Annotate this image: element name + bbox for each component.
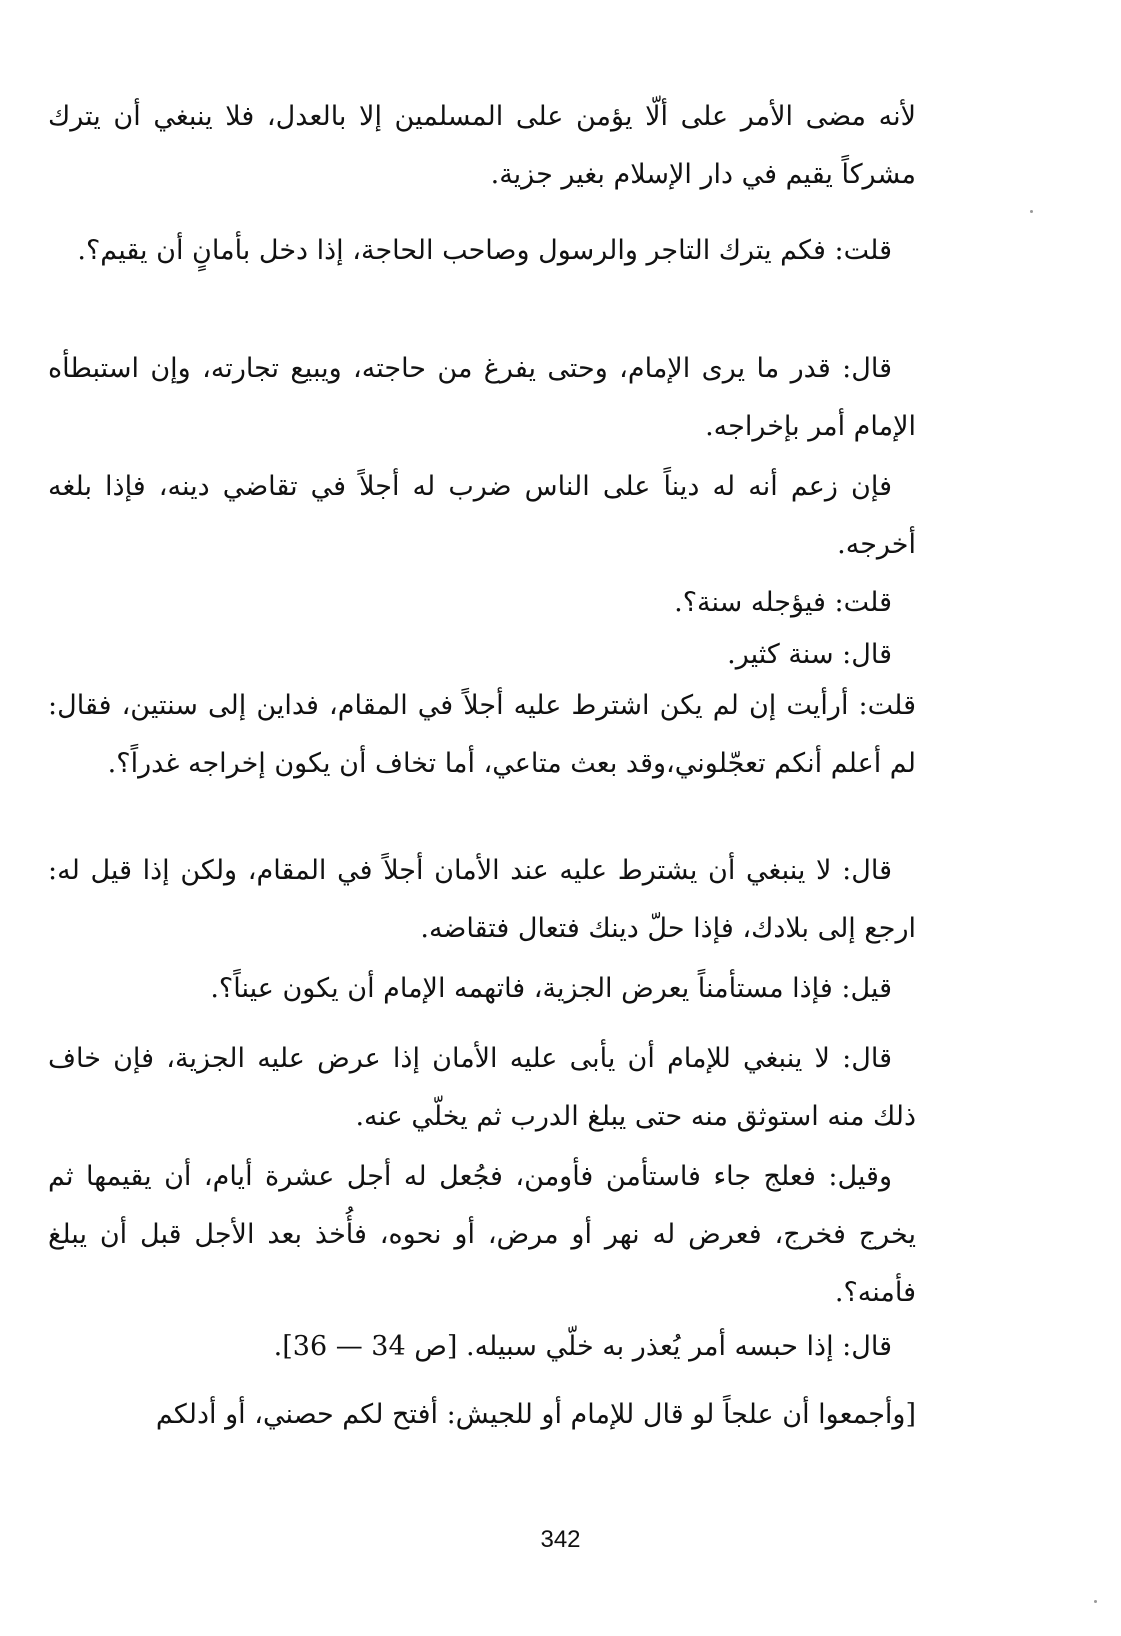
paragraph-9: قيل: فإذا مستأمناً يعرض الجزية، فاتهمه الإمام أن يكون عيناً؟. bbox=[210, 973, 892, 1004]
paragraph-12: قال: إذا حبسه أمر يُعذر به خلّي سبيله. [ص 34 — 36]. bbox=[273, 1331, 892, 1362]
paragraph-13: [وأجمعوا أن علجاً لو قال للإمام أو للجيش: أفتح لكم حصني، أو أدلكم bbox=[155, 1399, 916, 1430]
paragraph-1: لأنه مضى الأمر على ألّا يؤمن على المسلمين إلا بالعدل، فلا ينبغي أن يترك مشركاً يقيم في دار الإسلام بغير جزية. bbox=[48, 101, 916, 190]
paragraph-6: قال: سنة كثير. bbox=[727, 639, 892, 670]
paragraph-8: قال: لا ينبغي أن يشترط عليه عند الأمان أجلاً في المقام، ولكن إذا قيل له: ارجع إلى بلادك، فإذا حلّ دينك فتعال فتقاضه. bbox=[48, 855, 916, 944]
scan-speck bbox=[1030, 210, 1033, 213]
paragraph-7: قلت: أرأيت إن لم يكن اشترط عليه أجلاً في المقام، فداين إلى سنتين، فقال: لم أعلم أنكم تعجّلوني،وقد بعث متاعي، أما تخاف أن يكون إخراجه غدراً؟. bbox=[48, 690, 916, 779]
paragraph-10: قال: لا ينبغي للإمام أن يأبى عليه الأمان إذا عرض عليه الجزية، فإن خاف ذلك منه استوثق منه حتى يبلغ الدرب ثم يخلّي عنه. bbox=[48, 1043, 916, 1132]
paragraph-2: قلت: فكم يترك التاجر والرسول وصاحب الحاجة، إذا دخل بأمانٍ أن يقيم؟. bbox=[77, 235, 892, 266]
page-number: 342 bbox=[540, 1526, 581, 1553]
paragraph-11: وقيل: فعلج جاء فاستأمن فأومن، فجُعل له أجل عشرة أيام، أن يقيمها ثم يخرج فخرج، فعرض له نهر أو مرض، أو نحوه، فأُخذ بعد الأجل قبل أن يبلغ فأمنه؟. bbox=[48, 1161, 916, 1308]
paragraph-5: قلت: فيؤجله سنة؟. bbox=[674, 587, 892, 618]
scan-speck bbox=[1094, 1600, 1097, 1603]
paragraph-3: قال: قدر ما يرى الإمام، وحتى يفرغ من حاجته، ويبيع تجارته، وإن استبطأه الإمام أمر بإخراجه. bbox=[48, 353, 916, 442]
paragraph-4: فإن زعم أنه له ديناً على الناس ضرب له أجلاً في تقاضي دينه، فإذا بلغه أخرجه. bbox=[48, 471, 916, 560]
